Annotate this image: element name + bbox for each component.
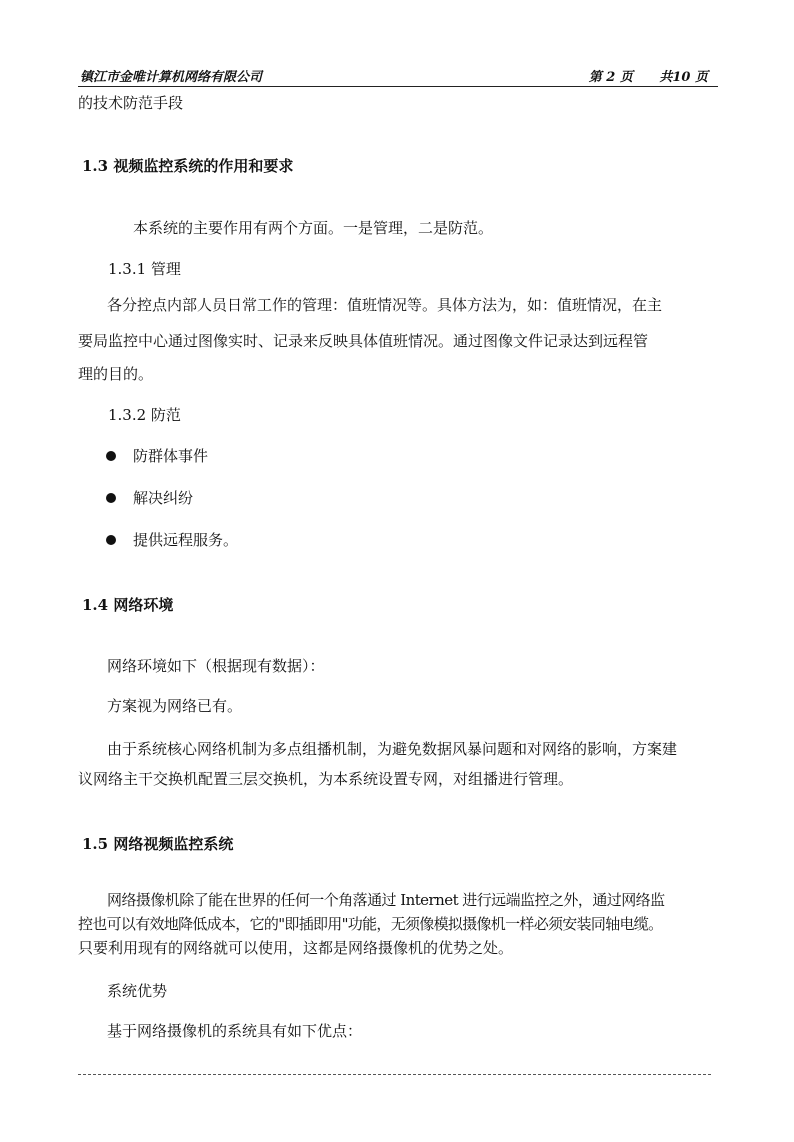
section-1-3-heading: 1.3 视频监控系统的作用和要求 [82,157,294,175]
subsection-1-3-1-heading: 1.3.1 管理 [108,260,181,278]
advantage-intro: 基于网络摄像机的系统具有如下优点： [107,1022,363,1040]
page-header [78,66,718,87]
list-item: 解决纠纷 [133,489,194,507]
network-paragraph-line-2: 议网络主干交换机配置三层交换机，为本系统设置专网，对组播进行管理。 [78,770,574,788]
footer-dashed-rule [78,1074,711,1075]
camera-paragraph-line-3: 只要利用现有的网络就可以使用，这都是网络摄像机的优势之处。 [78,939,514,957]
bullet-icon [106,451,116,461]
network-env-line: 网络环境如下（根据现有数据）： [107,657,325,675]
bullet-icon [106,493,116,503]
advantage-title: 系统优势 [107,982,168,1000]
paragraph-management-line-3: 理的目的。 [78,365,154,383]
paragraph-management-line-2: 要局监控中心通过图像实时、记录来反映具体值班情况。通过图像文件记录达到远程管 [78,332,649,350]
list-item: 提供远程服务。 [133,531,239,549]
section-1-3-intro: 本系统的主要作用有两个方面。一是管理，二是防范。 [133,219,494,237]
camera-paragraph-line-2: 控也可以有效地降低成本，它的"即插即用"功能，无须像模拟摄像机一样必须安装同轴电缆。 [78,915,663,933]
list-item: 防群体事件 [133,447,209,465]
subsection-1-3-2-heading: 1.3.2 防范 [108,406,181,424]
current-page-label: 第 2 页 [588,70,633,85]
paragraph-management-line-1: 各分控点内部人员日常工作的管理：值班情况等。具体方法为，如：值班情况，在主 [107,296,663,314]
network-paragraph-line-1: 由于系统核心网络机制为多点组播机制，为避免数据风暴问题和对网络的影响，方案建 [107,740,678,758]
network-existing-line: 方案视为网络已有。 [107,697,243,715]
section-1-5-heading: 1.5 网络视频监控系统 [82,835,234,853]
continuation-text: 的技术防范手段 [78,94,184,112]
company-name: 镇江市金唯计算机网络有限公司 [80,70,263,85]
total-pages-label: 共10 页 [659,70,708,85]
bullet-icon [106,535,116,545]
section-1-4-heading: 1.4 网络环境 [82,596,174,614]
page-number [583,66,708,85]
camera-paragraph-line-1: 网络摄像机除了能在世界的任何一个角落通过 Internet 进行远端监控之外，通过网络监 [107,891,665,909]
